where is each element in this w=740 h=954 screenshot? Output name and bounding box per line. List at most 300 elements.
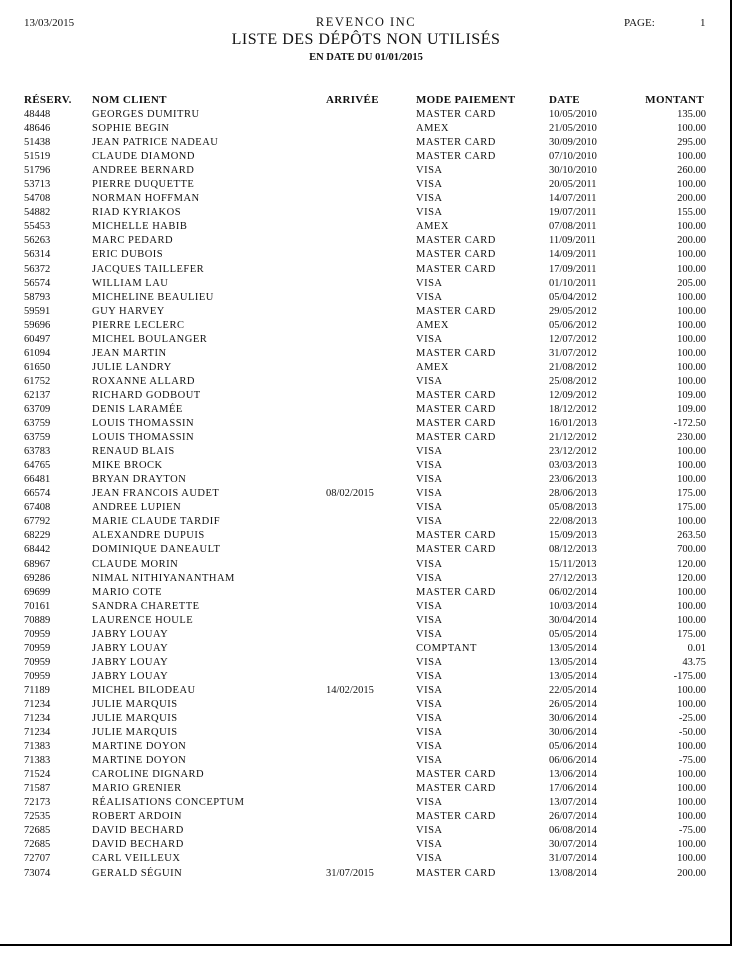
table-row [0, 867, 732, 881]
payment-mode: AMEX [416, 361, 449, 373]
payment-mode: VISA [416, 333, 443, 345]
table-row [0, 487, 732, 501]
amount: 175.00 [677, 502, 706, 514]
reservation-number: 61094 [24, 347, 51, 359]
table-row [0, 445, 732, 459]
amount: 43.75 [682, 656, 706, 668]
amount: 100.00 [677, 474, 706, 486]
client-name: DOMINIQUE DANEAULT [92, 544, 221, 556]
table-row [0, 529, 732, 543]
reservation-number: 59696 [24, 319, 51, 331]
table-row [0, 796, 732, 810]
reservation-number: 58793 [24, 291, 51, 303]
reservation-number: 63759 [24, 418, 51, 430]
payment-mode: VISA [416, 446, 443, 458]
deposit-date: 07/08/2011 [549, 221, 597, 233]
payment-mode: VISA [416, 600, 443, 612]
amount: 100.00 [677, 123, 706, 135]
reservation-number: 71234 [24, 713, 51, 725]
client-name: JULIE MARQUIS [92, 698, 178, 710]
table-row [0, 291, 732, 305]
reservation-number: 64765 [24, 460, 51, 472]
payment-mode: VISA [416, 488, 443, 500]
payment-mode: MASTER CARD [416, 530, 496, 542]
client-name: JULIE LANDRY [92, 361, 172, 373]
deposit-date: 10/05/2010 [549, 109, 597, 120]
payment-mode: AMEX [416, 123, 449, 135]
deposit-date: 21/08/2012 [549, 361, 597, 373]
payment-mode: MASTER CARD [416, 418, 496, 430]
payment-mode: VISA [416, 375, 443, 387]
client-name: NIMAL NITHIYANANTHAM [92, 572, 235, 584]
table-row [0, 178, 732, 192]
deposit-date: 23/06/2013 [549, 474, 597, 486]
column-header-nom-client: NOM CLIENT [92, 94, 167, 106]
deposit-date: 21/05/2010 [549, 123, 597, 135]
reservation-number: 56574 [24, 277, 51, 289]
client-name: RÉALISATIONS CONCEPTUM [92, 797, 245, 809]
payment-mode: VISA [416, 502, 443, 514]
client-name: MICHELLE HABIB [92, 221, 188, 233]
deposit-date: 05/06/2014 [549, 741, 597, 753]
table-row [0, 234, 732, 248]
table-row [0, 403, 732, 417]
amount: 100.00 [677, 361, 706, 373]
payment-mode: VISA [416, 839, 443, 851]
client-name: ERIC DUBOIS [92, 249, 164, 261]
payment-mode: AMEX [416, 221, 449, 233]
amount: 100.00 [677, 600, 706, 612]
table-row [0, 263, 732, 277]
payment-mode: MASTER CARD [416, 151, 496, 163]
client-name: RIAD KYRIAKOS [92, 207, 182, 219]
client-name: RENAUD BLAIS [92, 446, 175, 458]
reservation-number: 53713 [24, 179, 51, 191]
column-header-reserv: RÉSERV. [24, 94, 72, 106]
payment-mode: MASTER CARD [416, 305, 496, 317]
page-number: 1 [700, 17, 706, 29]
reservation-number: 71234 [24, 698, 51, 710]
amount: 100.00 [677, 614, 706, 626]
reservation-number: 56314 [24, 249, 51, 261]
client-name: JEAN FRANCOIS AUDET [92, 488, 220, 500]
reservation-number: 71383 [24, 755, 51, 767]
deposit-date: 22/08/2013 [549, 516, 597, 528]
amount: 100.00 [677, 375, 706, 387]
amount: 295.00 [677, 137, 706, 149]
payment-mode: VISA [416, 741, 443, 753]
amount: 230.00 [677, 432, 706, 444]
table-row [0, 164, 732, 178]
client-name: JABRY LOUAY [92, 642, 169, 654]
deposit-date: 13/08/2014 [549, 867, 597, 879]
amount: 100.00 [677, 741, 706, 753]
client-name: JULIE MARQUIS [92, 713, 178, 725]
reservation-number: 56372 [24, 263, 51, 275]
deposit-date: 05/06/2012 [549, 319, 597, 331]
client-name: SANDRA CHARETTE [92, 600, 200, 612]
column-header-arrivee: ARRIVÉE [326, 94, 379, 106]
deposit-date: 30/04/2014 [549, 614, 597, 626]
client-name: MICHELINE BEAULIEU [92, 291, 214, 303]
amount: -175.00 [673, 670, 706, 682]
amount: 100.00 [677, 516, 706, 528]
reservation-number: 73074 [24, 867, 51, 879]
table-row [0, 628, 732, 642]
client-name: JEAN MARTIN [92, 347, 167, 359]
amount: 175.00 [677, 628, 706, 640]
reservation-number: 72685 [24, 825, 51, 837]
client-name: LOUIS THOMASSIN [92, 418, 195, 430]
payment-mode: VISA [416, 713, 443, 725]
payment-mode: VISA [416, 291, 443, 303]
client-name: JEAN PATRICE NADEAU [92, 137, 219, 149]
table-row [0, 712, 732, 726]
deposit-date: 12/09/2012 [549, 389, 597, 401]
payment-mode: VISA [416, 277, 443, 289]
amount: 135.00 [677, 109, 706, 120]
table-row [0, 782, 732, 796]
client-name: JABRY LOUAY [92, 628, 169, 640]
table-row [0, 375, 732, 389]
reservation-number: 70959 [24, 670, 51, 682]
table-row [0, 754, 732, 768]
reservation-number: 48448 [24, 109, 51, 120]
payment-mode: MASTER CARD [416, 109, 496, 120]
client-name: GEORGES DUMITRU [92, 109, 200, 120]
report-title: LISTE DES DÉPÔTS NON UTILISÉS [231, 31, 501, 48]
payment-mode: MASTER CARD [416, 586, 496, 598]
deposit-date: 03/03/2013 [549, 460, 597, 472]
deposit-date: 17/06/2014 [549, 783, 597, 795]
payment-mode: VISA [416, 684, 443, 696]
table-row [0, 389, 732, 403]
client-name: MARIO COTE [92, 586, 163, 598]
amount: 100.00 [677, 446, 706, 458]
amount: 100.00 [677, 221, 706, 233]
reservation-number: 66481 [24, 474, 51, 486]
report-subtitle: EN DATE DU 01/01/2015 [309, 52, 423, 63]
column-header-mode-paiement: MODE PAIEMENT [416, 94, 516, 106]
deposit-date: 11/09/2011 [549, 235, 597, 247]
deposit-date: 15/11/2013 [549, 558, 597, 570]
client-name: JACQUES TAILLEFER [92, 263, 205, 275]
table-row [0, 277, 732, 291]
table-row [0, 698, 732, 712]
client-name: MARIO GRENIER [92, 783, 182, 795]
deposit-date: 31/07/2014 [549, 853, 597, 865]
client-name: CLAUDE MORIN [92, 558, 179, 570]
payment-mode: MASTER CARD [416, 235, 496, 247]
amount: 100.00 [677, 853, 706, 865]
client-name: MICHEL BOULANGER [92, 333, 208, 345]
amount: 100.00 [677, 151, 706, 163]
deposit-date: 13/05/2014 [549, 670, 597, 682]
deposit-date: 12/07/2012 [549, 333, 597, 345]
reservation-number: 51796 [24, 165, 51, 177]
amount: 100.00 [677, 305, 706, 317]
reservation-number: 70959 [24, 656, 51, 668]
deposit-date: 31/07/2012 [549, 347, 597, 359]
reservation-number: 61752 [24, 375, 51, 387]
payment-mode: VISA [416, 179, 443, 191]
payment-mode: VISA [416, 474, 443, 486]
table-row [0, 684, 732, 698]
table-row [0, 473, 732, 487]
payment-mode: VISA [416, 670, 443, 682]
deposit-date: 10/03/2014 [549, 600, 597, 612]
amount: 100.00 [677, 347, 706, 359]
amount: 100.00 [677, 319, 706, 331]
amount: 100.00 [677, 797, 706, 809]
amount: 175.00 [677, 488, 706, 500]
deposit-date: 01/10/2011 [549, 277, 597, 289]
amount: 200.00 [677, 193, 706, 205]
reservation-number: 71234 [24, 727, 51, 739]
payment-mode: COMPTANT [416, 642, 477, 654]
reservation-number: 61650 [24, 361, 51, 373]
reservation-number: 63759 [24, 432, 51, 444]
table-row [0, 740, 732, 754]
deposit-date: 07/10/2010 [549, 151, 597, 163]
arrival-date: 08/02/2015 [326, 488, 374, 500]
table-row [0, 543, 732, 557]
table-row [0, 248, 732, 262]
amount: 700.00 [677, 544, 706, 556]
deposit-date: 06/06/2014 [549, 755, 597, 767]
reservation-number: 71587 [24, 783, 51, 795]
payment-mode: VISA [416, 656, 443, 668]
client-name: CAROLINE DIGNARD [92, 769, 205, 781]
payment-mode: VISA [416, 797, 443, 809]
deposit-date: 05/05/2014 [549, 628, 597, 640]
page-label: PAGE: [624, 17, 655, 29]
reservation-number: 70889 [24, 614, 51, 626]
client-name: PIERRE DUQUETTE [92, 179, 195, 191]
client-name: DAVID BECHARD [92, 839, 184, 851]
table-row [0, 501, 732, 515]
deposit-date: 14/07/2011 [549, 193, 597, 205]
amount: 100.00 [677, 291, 706, 303]
amount: 100.00 [677, 333, 706, 345]
reservation-number: 56263 [24, 235, 51, 247]
client-name: JABRY LOUAY [92, 670, 169, 682]
amount: 120.00 [677, 572, 706, 584]
reservation-number: 67792 [24, 516, 51, 528]
reservation-number: 68229 [24, 530, 51, 542]
client-name: WILLIAM LAU [92, 277, 169, 289]
reservation-number: 66574 [24, 488, 51, 500]
table-row [0, 220, 732, 234]
deposit-date: 17/09/2011 [549, 263, 597, 275]
reservation-number: 55453 [24, 221, 51, 233]
reservation-number: 51438 [24, 137, 51, 149]
client-name: CARL VEILLEUX [92, 853, 181, 865]
client-name: MICHEL BILODEAU [92, 684, 196, 696]
reservation-number: 54708 [24, 193, 51, 205]
deposit-date: 27/12/2013 [549, 572, 597, 584]
table-row [0, 656, 732, 670]
payment-mode: VISA [416, 460, 443, 472]
amount: 100.00 [677, 698, 706, 710]
client-name: MARTINE DOYON [92, 755, 187, 767]
amount: -75.00 [678, 755, 706, 767]
client-name: JABRY LOUAY [92, 656, 169, 668]
payment-mode: VISA [416, 614, 443, 626]
table-row [0, 108, 732, 122]
reservation-number: 70959 [24, 642, 51, 654]
client-name: ALEXANDRE DUPUIS [92, 530, 205, 542]
deposit-date: 14/09/2011 [549, 249, 597, 261]
payment-mode: MASTER CARD [416, 389, 496, 401]
client-name: DAVID BECHARD [92, 825, 184, 837]
client-name: CLAUDE DIAMOND [92, 151, 195, 163]
deposit-date: 25/08/2012 [549, 375, 597, 387]
amount: 100.00 [677, 586, 706, 598]
table-row [0, 361, 732, 375]
reservation-number: 60497 [24, 333, 51, 345]
table-row [0, 600, 732, 614]
amount: 100.00 [677, 684, 706, 696]
amount: 155.00 [677, 207, 706, 219]
deposit-date: 30/09/2010 [549, 137, 597, 149]
client-name: MARC PEDARD [92, 235, 174, 247]
table-row [0, 431, 732, 445]
payment-mode: MASTER CARD [416, 137, 496, 149]
payment-mode: VISA [416, 825, 443, 837]
deposit-date: 13/05/2014 [549, 642, 597, 654]
reservation-number: 69286 [24, 572, 51, 584]
table-row [0, 347, 732, 361]
reservation-number: 63783 [24, 446, 51, 458]
reservation-number: 72535 [24, 811, 51, 823]
client-name: SOPHIE BEGIN [92, 123, 170, 135]
payment-mode: VISA [416, 193, 443, 205]
payment-mode: VISA [416, 755, 443, 767]
deposit-date: 21/12/2012 [549, 432, 597, 444]
payment-mode: VISA [416, 165, 443, 177]
table-row [0, 459, 732, 473]
arrival-date: 14/02/2015 [326, 684, 374, 696]
table-row [0, 572, 732, 586]
client-name: RICHARD GODBOUT [92, 389, 201, 401]
deposit-date: 06/08/2014 [549, 825, 597, 837]
reservation-number: 62137 [24, 389, 51, 401]
reservation-number: 69699 [24, 586, 51, 598]
client-name: GUY HARVEY [92, 305, 165, 317]
table-row [0, 333, 732, 347]
amount: 100.00 [677, 769, 706, 781]
amount: 263.50 [677, 530, 706, 542]
amount: 200.00 [677, 867, 706, 879]
client-name: BRYAN DRAYTON [92, 474, 187, 486]
deposit-date: 20/05/2011 [549, 179, 597, 191]
deposit-table [0, 108, 732, 881]
payment-mode: VISA [416, 558, 443, 570]
client-name: MARIE CLAUDE TARDIF [92, 516, 221, 528]
table-row [0, 319, 732, 333]
payment-mode: VISA [416, 698, 443, 710]
table-row [0, 670, 732, 684]
amount: 260.00 [677, 165, 706, 177]
table-row [0, 558, 732, 572]
client-name: JULIE MARQUIS [92, 727, 178, 739]
table-row [0, 642, 732, 656]
deposit-date: 13/07/2014 [549, 797, 597, 809]
deposit-date: 08/12/2013 [549, 544, 597, 556]
amount: -50.00 [678, 727, 706, 739]
reservation-number: 48646 [24, 123, 51, 135]
reservation-number: 70959 [24, 628, 51, 640]
reservation-number: 68967 [24, 558, 51, 570]
deposit-date: 13/05/2014 [549, 656, 597, 668]
payment-mode: VISA [416, 628, 443, 640]
reservation-number: 63709 [24, 403, 51, 415]
client-name: GERALD SÉGUIN [92, 867, 183, 879]
reservation-number: 68442 [24, 544, 51, 556]
column-header-montant: MONTANT [645, 94, 704, 106]
amount: 0.01 [687, 642, 706, 654]
payment-mode: MASTER CARD [416, 347, 496, 359]
amount: 100.00 [677, 811, 706, 823]
amount: -25.00 [678, 713, 706, 725]
client-name: ANDREE LUPIEN [92, 502, 182, 514]
payment-mode: MASTER CARD [416, 769, 496, 781]
print-date: 13/03/2015 [24, 17, 75, 29]
reservation-number: 70161 [24, 600, 51, 612]
table-row [0, 824, 732, 838]
amount: 200.00 [677, 235, 706, 247]
deposit-date: 29/05/2012 [549, 305, 597, 317]
payment-mode: VISA [416, 572, 443, 584]
reservation-number: 67408 [24, 502, 51, 514]
client-name: LOUIS THOMASSIN [92, 432, 195, 444]
table-row [0, 768, 732, 782]
payment-mode: MASTER CARD [416, 544, 496, 556]
table-row [0, 726, 732, 740]
deposit-date: 16/01/2013 [549, 418, 597, 430]
payment-mode: MASTER CARD [416, 867, 496, 879]
amount: 100.00 [677, 783, 706, 795]
client-name: DENIS LARAMÉE [92, 403, 183, 415]
deposit-date: 23/12/2012 [549, 446, 597, 458]
arrival-date: 31/07/2015 [326, 867, 374, 879]
column-header-date: DATE [549, 94, 580, 106]
reservation-number: 51519 [24, 151, 51, 163]
deposit-date: 30/10/2010 [549, 165, 597, 177]
deposit-date: 30/06/2014 [549, 713, 597, 725]
client-name: MARTINE DOYON [92, 741, 187, 753]
client-name: ROBERT ARDOIN [92, 811, 182, 823]
deposit-date: 15/09/2013 [549, 530, 597, 542]
table-row [0, 810, 732, 824]
deposit-date: 30/07/2014 [549, 839, 597, 851]
amount: 109.00 [677, 403, 706, 415]
reservation-number: 72173 [24, 797, 51, 809]
payment-mode: MASTER CARD [416, 783, 496, 795]
amount: -75.00 [678, 825, 706, 837]
payment-mode: MASTER CARD [416, 263, 496, 275]
deposit-date: 28/06/2013 [549, 488, 597, 500]
amount: 100.00 [677, 263, 706, 275]
deposit-date: 30/06/2014 [549, 727, 597, 739]
table-row [0, 305, 732, 319]
reservation-number: 59591 [24, 305, 51, 317]
table-row [0, 586, 732, 600]
deposit-date: 18/12/2012 [549, 403, 597, 415]
reservation-number: 54882 [24, 207, 51, 219]
deposit-date: 26/07/2014 [549, 811, 597, 823]
